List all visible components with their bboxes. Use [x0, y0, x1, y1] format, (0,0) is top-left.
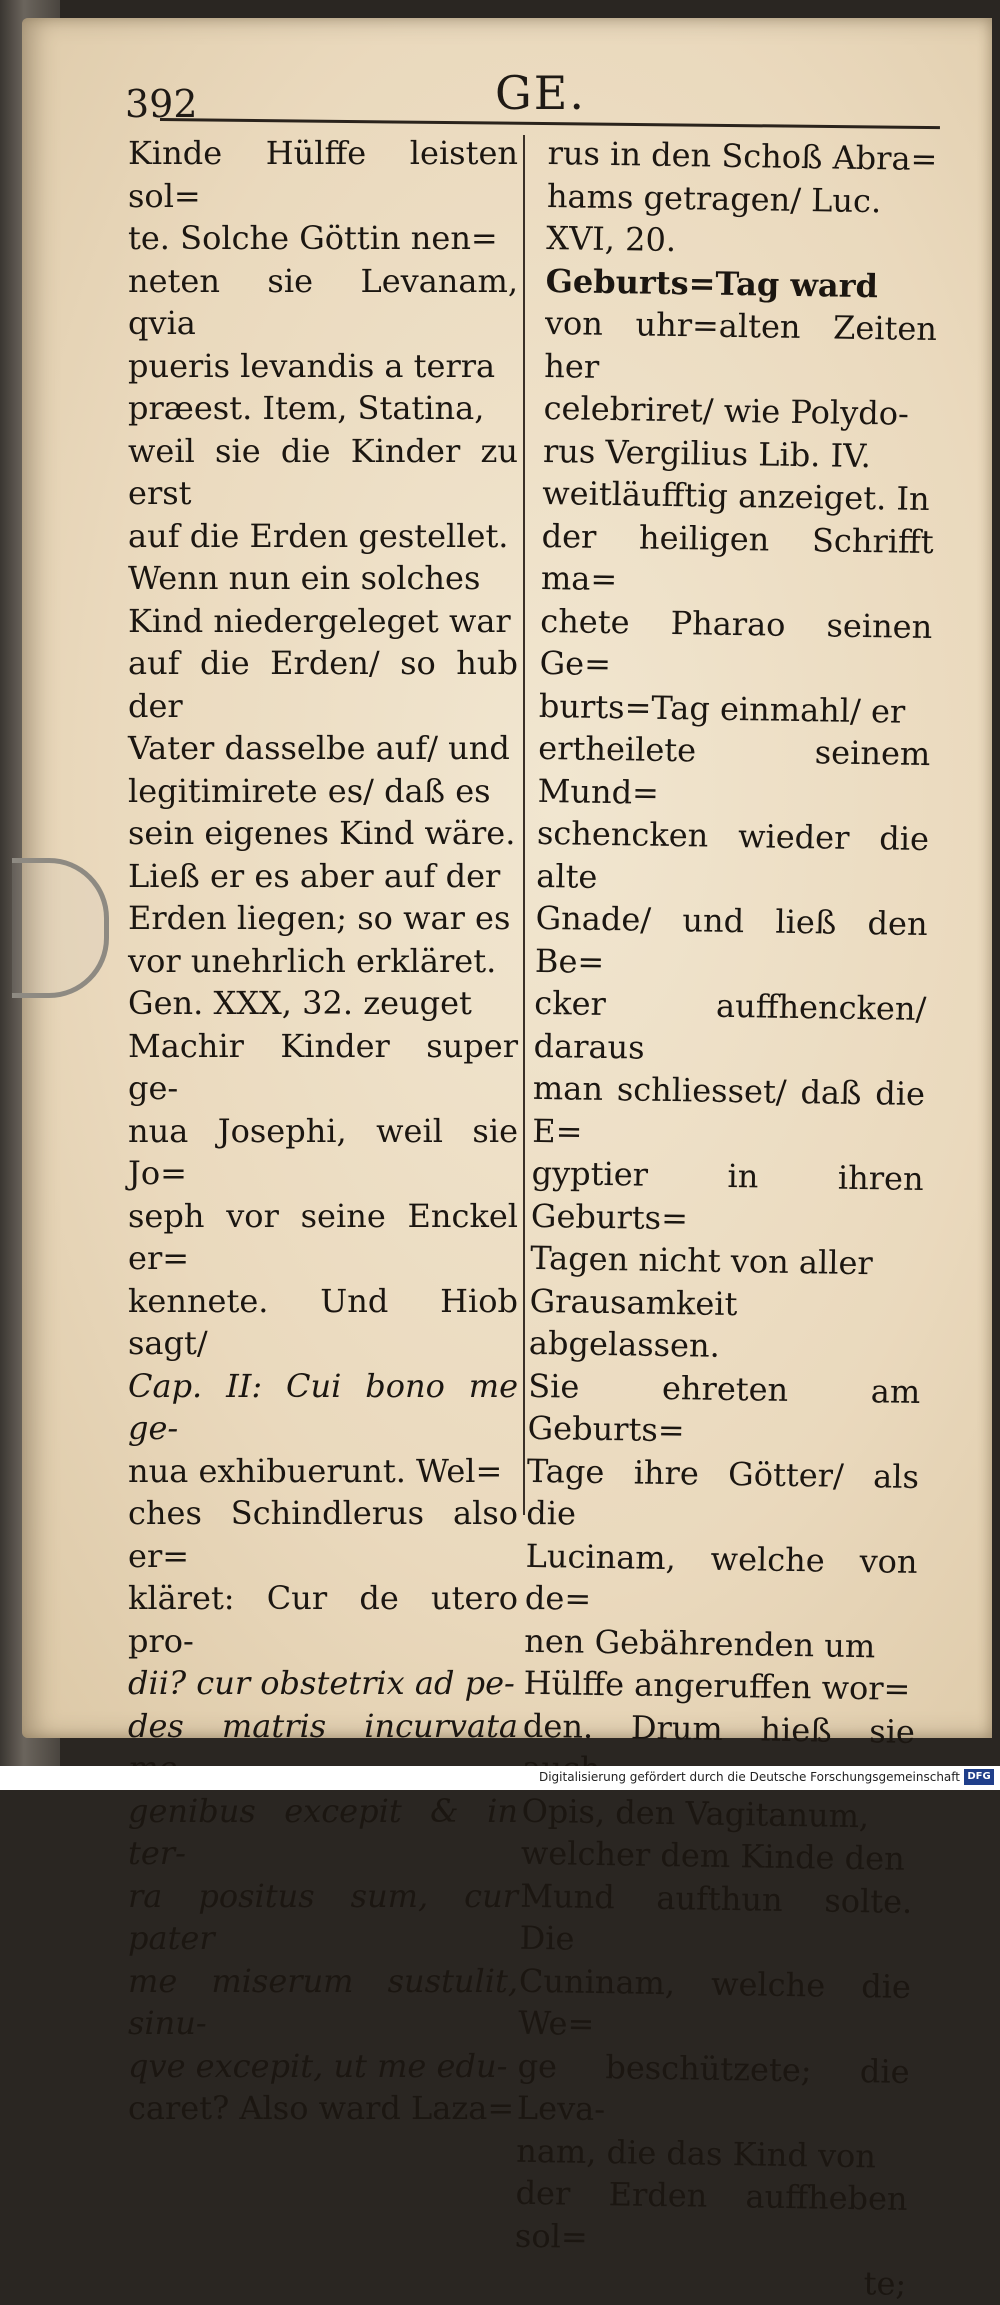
- text-line: nam, die das Kind von: [515, 2131, 877, 2175]
- text-line: Mund aufthun solte. Die: [519, 1876, 913, 1958]
- text-line: auf die Erden gestellet.: [128, 516, 509, 555]
- text-line: Machir Kinder super ge-: [128, 1026, 518, 1107]
- text-line: nen Gebährenden um: [524, 1621, 876, 1665]
- text-line: legitimirete es/ daß es: [128, 771, 491, 810]
- text-line: caret? Also ward Laza=: [128, 2089, 515, 2127]
- text-line: dii? cur obstetrix ad pe-: [128, 1664, 515, 1702]
- text-line: Wenn nun ein solches: [128, 559, 481, 597]
- page-clip: [12, 858, 109, 998]
- text-line: von uhr=alten Zeiten her: [544, 303, 938, 386]
- text-line: der Erden auffheben sol=: [514, 2173, 908, 2256]
- text-line: der heiligen Schrifft ma=: [540, 516, 934, 599]
- text-line: auf die Erden/ so hub der: [128, 644, 518, 725]
- text-line: genibus excepit & in ter-: [128, 1791, 518, 1872]
- left-column: [128, 132, 518, 2130]
- text-line: qve excepit, ut me edu-: [128, 2046, 508, 2085]
- text-line: neten sie Levanam, qvia: [128, 261, 518, 342]
- text-line: weil sie die Kinder zu erst: [128, 431, 518, 512]
- text-line: pueris levandis a terra: [128, 346, 496, 385]
- digitization-footer: [0, 1766, 1000, 1790]
- text-line: præest. Item, Statina,: [128, 389, 485, 427]
- page-number: 392: [125, 82, 198, 126]
- text-line: kennete. Und Hiob sagt/: [128, 1281, 518, 1362]
- text-line: Cap. II: Cui bono me ge-: [128, 1366, 518, 1447]
- dfg-logo-icon: DFG: [964, 1769, 994, 1785]
- text-line: des matris incurvata: [128, 1706, 518, 1745]
- running-head: GE.: [495, 66, 586, 120]
- text-line: ge beschützete; die Leva-: [516, 2046, 910, 2129]
- text-line: Ließ er es aber auf der: [128, 856, 501, 895]
- text-line: te. Solche Göttin nen=: [128, 219, 498, 257]
- text-line: XVI, 20.: [546, 218, 677, 260]
- text-line: ra positus sum, cur pater: [128, 1876, 518, 1957]
- text-line: me miserum sustulit, sinu-: [128, 1961, 518, 2042]
- text-line: Opis, den Vagitanum,: [521, 1791, 870, 1835]
- text-line: Sie ehreten am Geburts=: [527, 1366, 921, 1450]
- text-line: sein eigenes Kind wäre.: [128, 814, 516, 852]
- text-line: Gen. XXX, 32. zeuget: [128, 984, 472, 1022]
- text-line: hams getragen/ Luc.: [546, 176, 882, 220]
- text-line: seph vor seine Enckel er=: [128, 1196, 518, 1277]
- page-header: [125, 62, 945, 126]
- right-column: [514, 132, 940, 2305]
- text-line: Hülffe angeruffen wor=: [523, 1663, 911, 1708]
- text-line: welcher dem Kinde den: [520, 1833, 906, 1878]
- text-line: Tagen nicht von aller: [530, 1238, 874, 1283]
- text-line: ches Schindlerus also er=: [128, 1494, 518, 1575]
- text-line: Kinde Hülffe leisten sol=: [128, 134, 518, 215]
- text-line: schencken wieder die alte: [536, 813, 930, 896]
- text-line: cker auffhencken/ daraus: [533, 983, 927, 1067]
- text-line: den. Drum hieß sie: [522, 1706, 916, 1751]
- text-line: nua exhibuerunt. Wel=: [128, 1451, 503, 1490]
- text-line: rus Vergilius Lib. IV.: [542, 431, 872, 475]
- text-line: man schliesset/ daß die E=: [532, 1068, 926, 1151]
- text-line: kläret: Cur de utero pro-: [128, 1579, 518, 1660]
- column-divider: [523, 135, 525, 1515]
- text-line: rus in den Schoß Abra=: [547, 133, 938, 179]
- text-line: vor unehrlich erkläret.: [128, 941, 497, 980]
- text-line: gyptier in ihren Geburts=: [530, 1153, 924, 1237]
- text-line: nua Josephi, weil sie Jo=: [128, 1111, 518, 1192]
- text-line: celebriret/ wie Polydo-: [543, 388, 910, 433]
- text-line: weitläufftig anzeiget. In: [542, 473, 931, 519]
- text-line: Cuninam, welche die We=: [517, 1961, 912, 2043]
- text-line: Grausamkeit abgelassen.: [528, 1281, 738, 1365]
- catchword: te;: [863, 2264, 907, 2303]
- text-line: Vater dasselbe auf/ und: [128, 729, 510, 767]
- text-line: Lucinam, welche von de=: [524, 1536, 918, 1618]
- text-line: Erden liegen; so war es: [128, 899, 511, 937]
- text-line: Kind niedergeleget war: [128, 601, 511, 640]
- text-line: chete Pharao seinen Ge=: [539, 601, 933, 684]
- text-line: Gnade/ und ließ den Be=: [534, 898, 928, 981]
- footer-credit: Digitalisierung gefördert durch die Deutsche Forschungsgemeinschaft: [538, 1770, 960, 1784]
- text-line: ertheilete seinem Mund=: [537, 728, 931, 812]
- text-line: burts=Tag einmahl/ er: [538, 686, 906, 731]
- text-line: Tage ihre Götter/ als die: [526, 1451, 920, 1533]
- entry-heading: Geburts=Tag ward: [545, 261, 879, 305]
